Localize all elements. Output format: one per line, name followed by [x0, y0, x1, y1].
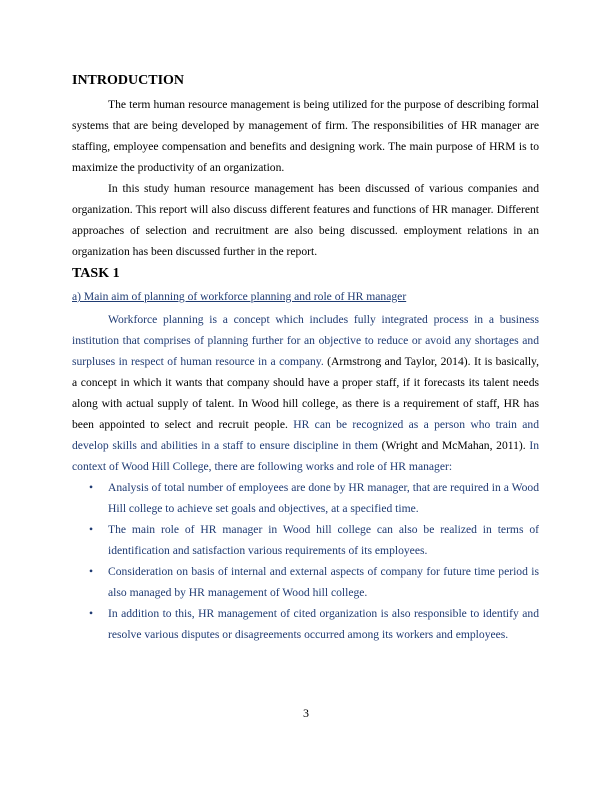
page-number: 3 [303, 706, 309, 720]
list-item [72, 561, 539, 603]
introduction-paragraph-1: The term human resource management is being utilized for the purpose of describing formal systems that are being developed by management of firm. The responsibilities of HR manager are staffing, employee compensation and benefits and designing work. The main purpose of HRM is to maximize the productivity of an organization. [72, 98, 539, 174]
bullet-icon: • [89, 565, 94, 578]
list-item [72, 603, 539, 645]
task1-subheading: a) Main aim of planning of workforce planning and role of HR manager [72, 290, 407, 303]
bullet-icon: • [89, 523, 94, 536]
bullet-icon: • [89, 607, 94, 620]
paragraph-blue-text-2: HR can be recognized as a person who train and develop skills and abilities in a staff to ensure discipline in them [72, 418, 539, 452]
page-content [72, 71, 539, 645]
task1-heading: TASK 1 [72, 266, 120, 281]
task1-paragraph [72, 309, 539, 477]
list-item [72, 519, 539, 561]
introduction-heading: INTRODUCTION [72, 73, 185, 88]
list-item-text: The main role of HR manager in Wood hill college can also be realized in terms of identification and satisfaction various requirements of its employees. [108, 523, 539, 557]
paragraph-citation-text-1: (Armstrong and Taylor, 2014). It is basically, a concept in which it wants that company should have a proper staff, if it forecasts its talent needs along with actual supply of talent. In Wood hill college, as there is a requirement of staff, HR has been appointed to select and recruit people. [72, 355, 539, 431]
list-item-text: Consideration on basis of internal and external aspects of company for future time period is also managed by HR management of Wood hill college. [108, 565, 539, 599]
list-item-text: Analysis of total number of employees are done by HR manager, that are required in a Wood Hill college to achieve set goals and objectives, at a specified time. [108, 481, 539, 515]
list-item [72, 477, 539, 519]
introduction-paragraph-2: In this study human resource management has been discussed of various companies and organization. This report will also discuss different features and functions of HR manager. Different approaches of selection and recruitment are also being discussed. employment relations in an organization has been discussed further in the report. [72, 182, 539, 258]
paragraph-blue-text-3: In context of Wood Hill College, there are following works and role of HR manager: [72, 439, 540, 473]
paragraph-citation-text-2: (Wright and McMahan, 2011). [378, 439, 530, 452]
hr-role-bullet-list [72, 477, 539, 645]
paragraph-blue-text-1: Workforce planning is a concept which includes fully integrated process in a business institution that comprises of planning further for an objective to reduce or avoid any shortages and surpluses in respect of human resource in a company. [72, 313, 539, 368]
list-item-text: In addition to this, HR management of cited organization is also responsible to identify and resolve various disputes or disagreements occurred among its workers and employees. [108, 607, 539, 641]
bullet-icon: • [89, 481, 94, 494]
